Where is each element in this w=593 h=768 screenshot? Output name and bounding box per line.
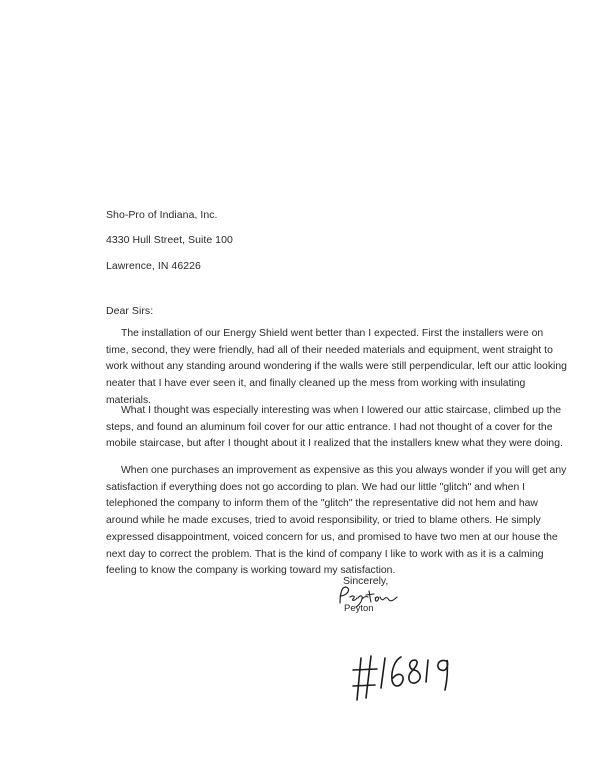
paragraph-text: The installation of our Energy Shield went better than I expected. First the installers were on time, second, they were friendly, had all of their needed materials and equipment, went straight to work without any standing around wondering if the walls were still perpendicular, left our attic looking neater that I have ever seen it, and finally cleaned up the mess from working with insulating materials.	[106, 328, 567, 406]
paragraph-text: What I thought was especially interesting was when I lowered our attic staircase, climbed up the steps, and found an aluminum foil cover for our attic entrance. I had not thought of a cover for the mobile staircase, but after I thought about it I realized that the installers knew what they were doing.	[106, 405, 563, 450]
recipient-city: Lawrence, IN 46226	[106, 260, 201, 272]
body-paragraph-1	[106, 326, 568, 410]
salutation: Dear Sirs:	[106, 305, 154, 317]
recipient-street: 4330 Hull Street, Suite 100	[106, 234, 233, 246]
signature-name: Peyton	[344, 603, 374, 614]
recipient-company: Sho-Pro of Indiana, Inc.	[106, 209, 218, 221]
closing-sincerely: Sincerely,	[343, 575, 389, 587]
handwritten-number-annotation	[353, 648, 455, 706]
paragraph-text: When one purchases an improvement as expensive as this you always wonder if you will get any satisfaction if everything does not go according to plan. We had our little "glitch" and when I telephoned the company to inform them of the "glitch" the representative did not hem and haw around while he made excuses, tried to avoid responsibility, or tried to blame others. He simply expressed disappointment, voiced concern for us, and promised to have two men at our house the next day to correct the problem. That is the kind of company I like to work with as it is a calming feeling to know the company is working toward my satisfaction.	[106, 465, 567, 577]
body-paragraph-2	[106, 403, 568, 453]
body-paragraph-3	[106, 463, 568, 580]
